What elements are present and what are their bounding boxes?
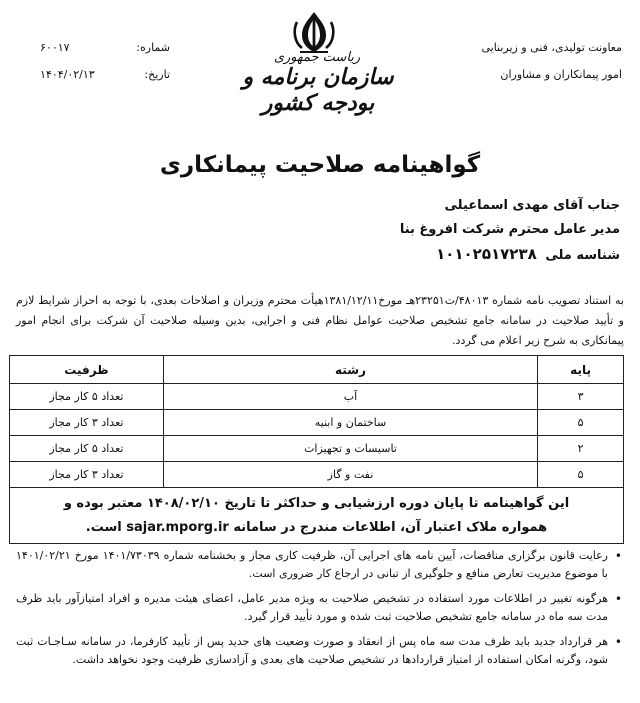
field-cell: آب (163, 384, 537, 410)
table-row (10, 436, 624, 462)
grade-cell: ۵ (538, 462, 624, 488)
date-row (40, 61, 170, 88)
addressee-name: جناب آقای مهدی اسماعیلی (444, 198, 620, 213)
validity-line-2-start: همواره ملاک اعتبار آن، اطلاعات مندرج در سامانه (233, 519, 548, 535)
note-text: هرگونه تغییر در اطلاعات مورد استفاده در تشخیص صلاحیت به ویژه مدیر عامل، اعضای هیئت مدیره و افراد امتیازآور باید ظرف مدت سه ماه در سامانه جامع تشخیص صلاحیت ثبت شده و مورد تأیید قرار گیرد. (16, 592, 608, 623)
number-value: ۶۰۰۱۷ (40, 41, 70, 54)
table-row (10, 384, 624, 410)
validity-line-1: این گواهینامه تا پایان دوره ارزشیابی و حداکثر تا تاریخ ۱۴۰۸/۰۲/۱۰ معتبر بوده و (63, 495, 570, 511)
notes-list (16, 547, 624, 676)
table-header-row (10, 356, 624, 384)
addressee-block (200, 194, 620, 268)
national-id-label: شناسه ملی (545, 248, 620, 263)
note-text: هر قرارداد جدید باید ظرف مدت سه ماه پس از انعقاد و صورت وضعیت های جدید پس از تأیید کارفرما، در سامانه سـاجـات ثبت شود، وگرنه امکان استفاده از امتیاز قراردادها در تشخیص صلاحیت های بعدی و آزادسازی ظرفیت وجود نخواهد داشت. (16, 635, 608, 666)
table-row (10, 410, 624, 436)
bullet-icon: • (614, 635, 622, 649)
date-label: تاریخ: (144, 68, 170, 81)
list-item (16, 547, 624, 583)
field-cell: ساختمان و ابنیه (163, 410, 537, 436)
validity-line-2-end: است. (85, 519, 122, 535)
bullet-icon: • (614, 592, 622, 606)
validity-statement (10, 488, 624, 544)
department-line-1: معاونت تولیدی، فنی و زیربنایی (481, 41, 622, 54)
department-line-2: امور پیمانکاران و مشاوران (500, 68, 622, 81)
header-grade: پایه (538, 356, 624, 384)
qualification-table (9, 355, 624, 544)
field-cell: تاسیسات و تجهیزات (163, 436, 537, 462)
intro-paragraph: به استناد تصویب نامه شماره ۴۸۰۱۳/ت۲۳۲۵۱هـ مورخ۱۳۸۱/۱۲/۱۱هیأت محترم وزیران و اصلاحات بعدی، با توجه به احراز شرایط لازم و تأیید صلاحیت در سامانه جامع تشخیص صلاحیت عوامل نظام فنی و اجرایی، بدین وسیله صلاحیت آن شرکت برای انجام امور پیمانکاری به شرح زیر اعلام می گردد. (16, 294, 624, 347)
capacity-cell: تعداد ۳ کار مجاز (10, 410, 164, 436)
certificate-title: گواهینامه صلاحیت پیمانکاری (159, 152, 481, 178)
note-text: رعایت قانون برگزاری مناقصات، آیین نامه های اجرایی آن، ظرفیت کاری مجاز و بخشنامه شماره ۱۴۰۱/۷۳۰۳۹ مورخ ۱۴۰۱/۰۲/۲۱ با موضوع مدیریت تعارض منافع و جلوگیری از تبانی در ارجاع کار ضروری است. (16, 549, 608, 580)
field-cell: نفت و گاز (163, 462, 537, 488)
validity-row (10, 488, 624, 544)
capacity-cell: تعداد ۵ کار مجاز (10, 384, 164, 410)
national-id-value: ۱۰۱۰۲۵۱۷۲۳۸ (436, 245, 537, 263)
number-label: شماره: (136, 41, 170, 54)
number-row (40, 34, 170, 61)
header-field: رشته (163, 356, 537, 384)
grade-cell: ۵ (538, 410, 624, 436)
sajar-website-link[interactable]: sajar.mporg.ir (126, 519, 229, 535)
list-item (16, 590, 624, 626)
grade-cell: ۲ (538, 436, 624, 462)
capacity-cell: تعداد ۵ کار مجاز (10, 436, 164, 462)
national-id-row (200, 242, 620, 268)
reference-block (40, 34, 170, 88)
addressee-position: مدیر عامل محترم شرکت افروغ بنا (399, 222, 620, 237)
date-value: ۱۴۰۴/۰۲/۱۳ (40, 68, 95, 81)
header-capacity: ظرفیت (10, 356, 164, 384)
iran-emblem-icon (288, 8, 340, 56)
grade-cell: ۳ (538, 384, 624, 410)
table-row (10, 462, 624, 488)
capacity-cell: تعداد ۳ کار مجاز (10, 462, 164, 488)
presidency-logotype: ریاست جمهوری (273, 50, 361, 65)
validity-line-2 (10, 516, 623, 540)
bullet-icon: • (614, 549, 622, 563)
list-item (16, 633, 624, 669)
organization-logotype: سازمان برنامه و بودجه کشور (242, 64, 394, 116)
department-block (452, 34, 622, 88)
